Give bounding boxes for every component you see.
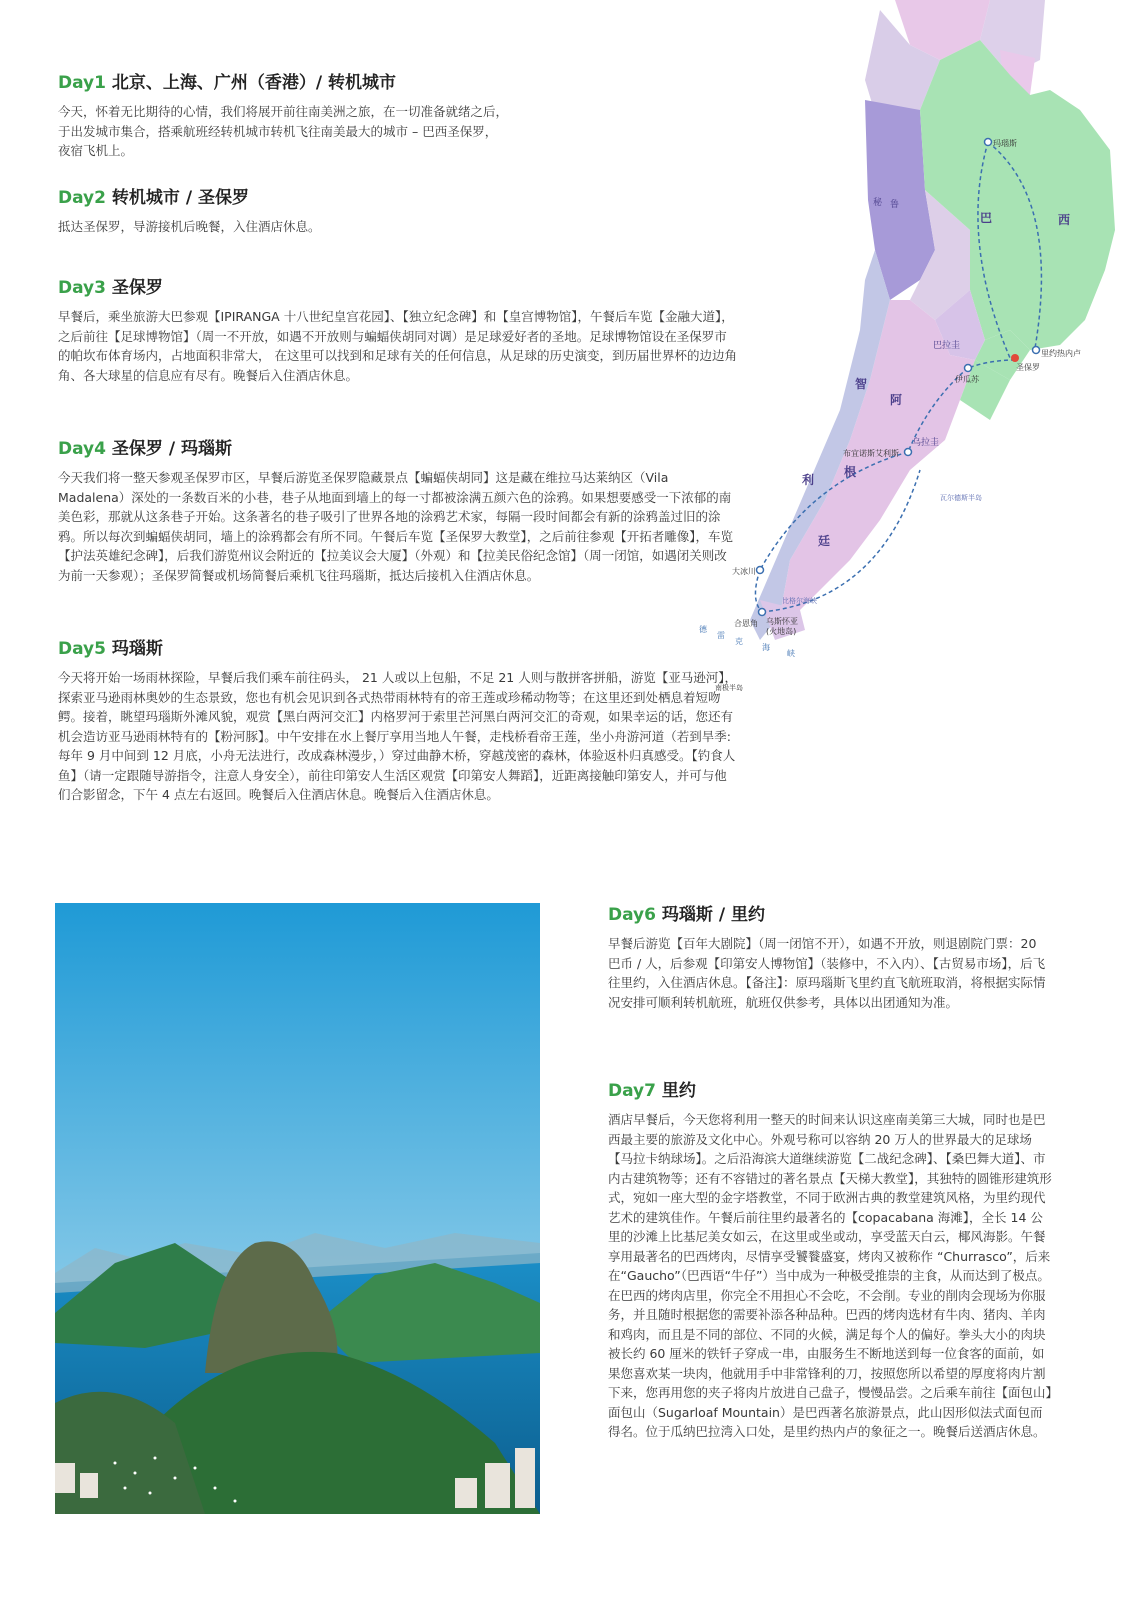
day-2-body: 抵达圣保罗，导游接机后晚餐，入住酒店休息。 xyxy=(58,219,321,234)
day-5-number: Day5 xyxy=(58,639,106,659)
day-1-number: Day1 xyxy=(58,73,106,93)
country-label-brazil-a: 巴 xyxy=(980,211,993,225)
day-7-number: Day7 xyxy=(608,1081,656,1101)
country-label-chile-1: 智 xyxy=(855,377,868,391)
country-label-peru-1: 秘 xyxy=(873,198,883,208)
day-6-heading xyxy=(608,904,1048,926)
day-2-number: Day2 xyxy=(58,188,106,208)
country-label-argentina-2: 根 xyxy=(844,465,857,479)
day-4-number: Day4 xyxy=(58,439,106,459)
day-5-title: 玛瑙斯 xyxy=(105,639,163,659)
city-marker-calafate xyxy=(757,567,764,574)
city-label-valdes: 瓦尔德斯半岛 xyxy=(940,494,982,502)
day-7-body: 酒店早餐后，今天您将利用一整天的时间来认识这座南美第三大城，同时也是巴西最主要的旅游及文化中心。外观号称可以容纳 20 万人的世界最大的足球场【马拉卡纳球场】。之后沿海滨大道继续游览【二战纪念碑】、【桑巴舞大道】、市内古建筑物等；还有不容错过的著名景点【天梯大教堂】，其独特的圆锥形建筑形式，宛如一座大型的金字塔教堂，不同于欧洲古典的教堂建筑风格，为里约现代艺术的建筑佳作。午餐后前往里约最著名的【copacabana 海滩】，全长 14 公里的沙滩上比基尼美女如云，在这里或坐或动，享受蓝天白云，椰风海影。午餐享用最著名的巴西烤肉，尽情享受饕餮盛宴，烤肉又被称作 “Churrasco”，后来在“Gaucho”（巴西语“牛仔”）当中成为一种极受推崇的主食，从而达到了极点。在巴西的烤肉店里，你完全不用担心不会吃，不会削。专业的削肉会现场为你服务，并且随时根据您的需要补添各种品种。巴西的烤肉选材有牛肉、猪肉、羊肉和鸡肉，而且是不同的部位、不同的火候，满足每个人的偏好。拳头大小的肉块被长约 60 厘米的铁钎子穿成一串，由服务生不断地送到每一位食客的面前，如果您喜欢某一块肉，他就用手中非常锋利的刀，按照您所以希望的厚度将肉片割下来，您再用您的夹子将肉片放进自己盘子，慢慢品尝。之后乘车前往【面包山】面包山（Sugarloaf Mountain）是巴西著名旅游景点，此山因形似法式面包而得名。位于瓜纳巴拉湾入口处，是里约热内卢的象征之一。晚餐后送酒店休息。 xyxy=(608,1112,1052,1439)
country-label-brazil-b: 西 xyxy=(1058,213,1071,227)
city-label-rio: 里约热内卢 xyxy=(1041,349,1081,358)
country-label-chile-2: 利 xyxy=(802,473,815,487)
day-4-title: 圣保罗 / 玛瑙斯 xyxy=(105,439,232,459)
city-marker-manaus xyxy=(985,139,992,146)
city-marker-saopaulo xyxy=(1011,354,1019,362)
day-4-heading xyxy=(58,438,738,460)
city-label-ushuaia: 乌斯怀亚 xyxy=(766,617,798,626)
day-6-number: Day6 xyxy=(608,905,656,925)
city-marker-buenosaires xyxy=(905,449,912,456)
day-4-body: 今天我们将一整天参观圣保罗市区，早餐后游览圣保罗隐藏景点【蝙蝠侠胡同】这是藏在维拉马达莱纳区（Vila Madalena）深处的一条数百米的小巷，巷子从地面到墙上的每一寸都被涂满五颜六色的涂鸦。如果想要感受一下浓郁的南美色彩，那就从这条巷子开始。这条著名的巷子吸引了世界各地的涂鸦艺术家，每隔一段时间都会有新的涂鸦盖过旧的涂鸦。所以每次到蝙蝠侠胡同，墙上的涂鸦都会有所不同。午餐后车览【圣保罗大教堂】，之后前往参观【开拓者雕像】，车览【护法英雄纪念碑】，后我们游览州议会附近的【拉美议会大厦】（外观）和【拉美民俗纪念馆】（周一闭馆，如遇闭关则改为前一天参观）；圣保罗简餐或机场简餐后乘机飞往玛瑙斯，抵达后接机入住酒店休息。 xyxy=(58,470,734,583)
day-2-heading xyxy=(58,187,508,209)
country-label-paraguay: 巴拉圭 xyxy=(933,341,961,351)
city-marker-rio xyxy=(1033,347,1040,354)
city-label-saopaulo: 圣保罗 xyxy=(1016,363,1040,372)
itinerary-day-2 xyxy=(58,187,508,237)
day-7-title: 里约 xyxy=(655,1081,696,1101)
itinerary-day-7 xyxy=(608,1080,1053,1442)
city-label-calafate: 大冰川 xyxy=(732,567,756,576)
country-label-peru-2: 鲁 xyxy=(890,200,900,210)
city-label-hermit: 合恩角 xyxy=(734,619,758,628)
day-5-body: 今天将开始一场雨林探险，早餐后我们乘车前往码头， 21 人或以上包船，不足 21 人则与散拼客拼船，游览【亚马逊河】，探索亚马逊雨林奥妙的生态景致，您也有机会见识到各式热带雨林特有的帝王莲或珍稀动物等；在这里还到处栖息着短吻鳄。接着，眺望玛瑙斯外滩风貌，观赏【黑白两河交汇】内格罗河于索里芒河黑白两河交汇的奇观，如果幸运的话，您还有机会造访亚马逊雨林特有的【粉河豚】。中午安排在水上餐厅享用当地人午餐，走栈桥看帝王莲，坐小舟游河道（若到旱季: 每年 9 月中间到 12 月底，小舟无法进行，改成森林漫步，）穿过曲静木桥，穿越茂密的森林，体验返朴归真感受。【钓食人鱼】（请一定跟随导游指令，注意人身安全），前往印第安人生活区观赏【印第安人舞蹈】，近距离接触印第安人，并可与他们合影留念，下午 4 点左右返回。晚餐后入住酒店休息。晚餐后入住酒店休息。 xyxy=(58,670,737,802)
day-1-heading xyxy=(58,72,508,94)
day-1-title: 北京、上海、广州（香港）/ 转机城市 xyxy=(105,73,397,93)
day-3-heading xyxy=(58,277,738,299)
city-label-beagle: 比格尔海峡 xyxy=(782,597,817,605)
day-2-title: 转机城市 / 圣保罗 xyxy=(105,188,249,208)
sea-char-2: 雷 xyxy=(717,631,725,640)
route-map xyxy=(690,0,1131,692)
day-6-title: 玛瑙斯 / 里约 xyxy=(655,905,765,925)
day-1-body: 今天，怀着无比期待的心情，我们将展开前往南美洲之旅，在一切准备就绪之后，于出发城市集合，搭乘航班经转机城市转机飞往南美最大的城市 – 巴西圣保罗，夜宿飞机上。 xyxy=(58,104,509,158)
day-6-body: 早餐后游览【百年大剧院】（周一闭馆不开），如遇不开放，则退剧院门票：20 巴币 / 人，后参观【印第安人博物馆】（装修中，不入内）、【古贸易市场】，后飞往里约，入住酒店休息。【备注】：原玛瑙斯飞里约直飞航班取消，将根据实际情况安排可顺利转机航班，航班仅供参考，具体以出团通知为准。 xyxy=(608,936,1046,1010)
itinerary-day-5 xyxy=(58,638,738,805)
city-label-misc: 南极半岛 xyxy=(715,684,743,692)
itinerary-day-4 xyxy=(58,438,738,585)
city-marker-ushuaia xyxy=(759,609,766,616)
itinerary-day-6 xyxy=(608,904,1048,1012)
day-3-number: Day3 xyxy=(58,278,106,298)
country-label-uruguay: 乌拉圭 xyxy=(912,438,940,448)
city-label-iguazu: 伊瓜苏 xyxy=(955,375,979,384)
sea-char-4: 海 xyxy=(762,643,770,652)
day-3-body: 早餐后，乘坐旅游大巴参观【IPIRANGA 十八世纪皇宫花园】、【独立纪念碑】和【皇宫博物馆】，午餐后车览【金融大道】，之后前往【足球博物馆】（周一不开放，如遇不开放则与蝙蝠侠胡同对调）是足球爱好者的圣地。足球博物馆设在圣保罗市的帕坎布体育场内，占地面积非常大， 在这里可以找到和足球有关的任何信息，从足球的历史演变，到历届世界杯的边边角角、各大球星的信息应有尽有。晚餐后入住酒店休息。 xyxy=(58,309,737,383)
sea-char-1: 德 xyxy=(699,625,707,634)
itinerary-day-1 xyxy=(58,72,508,161)
rio-sugarloaf-photo xyxy=(55,903,540,1514)
country-label-argentina-1: 阿 xyxy=(890,393,903,407)
city-label-tierra: (火地岛) xyxy=(766,627,797,636)
sea-char-5: 峡 xyxy=(787,649,795,658)
day-5-heading xyxy=(58,638,738,660)
city-label-buenosaires: 布宜诺斯艾利斯 xyxy=(843,449,899,458)
city-marker-iguazu xyxy=(965,365,972,372)
sea-char-3: 克 xyxy=(735,637,743,646)
day-7-heading xyxy=(608,1080,1053,1102)
country-label-argentina-3: 廷 xyxy=(818,534,831,548)
city-label-manaus: 玛瑙斯 xyxy=(993,139,1017,148)
day-3-title: 圣保罗 xyxy=(105,278,163,298)
itinerary-day-3 xyxy=(58,277,738,385)
